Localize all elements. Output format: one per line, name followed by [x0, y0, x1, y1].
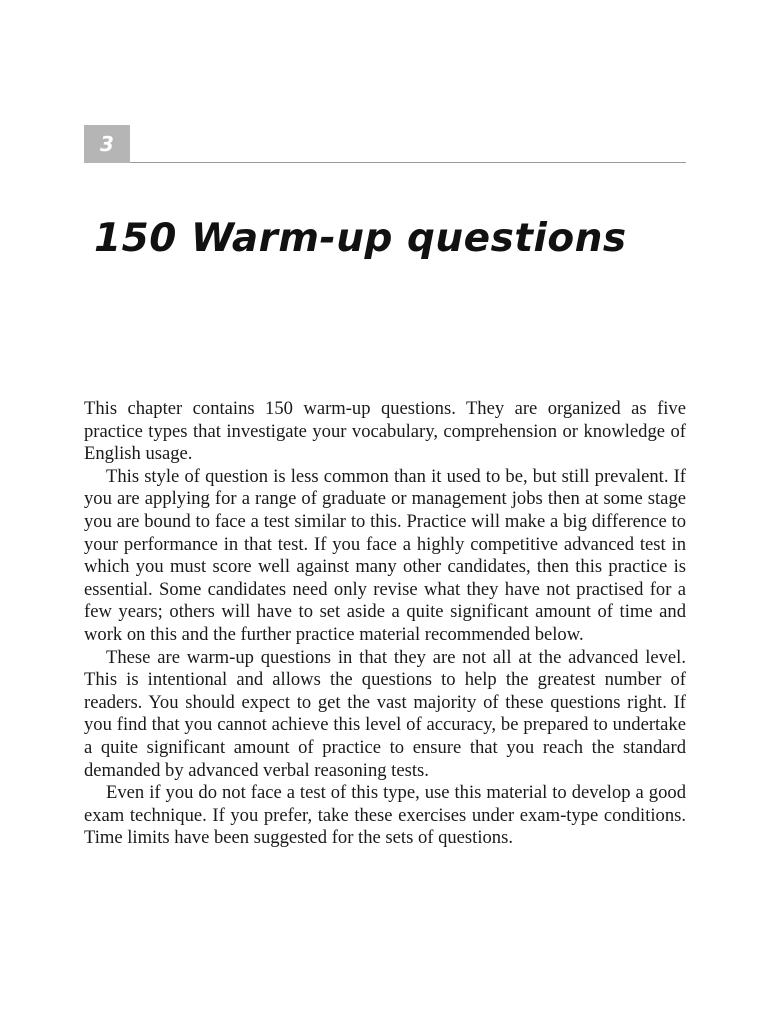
chapter-rule: [130, 162, 686, 163]
chapter-number-box: [84, 125, 130, 163]
chapter-body: [84, 398, 686, 850]
paragraph-2: This style of question is less common than it used to be, but still prevalent. If you are applying for a range of graduate or management jobs then at some stage you are bound to face a test similar to this. Practice will make a big difference to your performance in that test. If you face a highly competitive advanced test in which you must score well against many other candidates, then this practice is essential. Some candidates need only revise what they have not practised for a few years; others will have to set aside a quite significant amount of time and work on this and the further practice material recommended below.: [84, 465, 686, 645]
paragraph-4: Even if you do not face a test of this type, use this material to develop a good exam technique. If you prefer, take these exercises under exam-type conditions. Time limits have been suggested for the sets of questions.: [84, 782, 686, 849]
chapter-number: 3: [100, 132, 114, 156]
paragraph-3: These are warm-up questions in that they are not all at the advanced level. This is intentional and allows the questions to help the greatest number of readers. You should expect to get the vast majority of these questions right. If you find that you cannot achieve this level of accuracy, be prepared to undertake a quite significant amount of practice to ensure that you reach the standard demanded by advanced verbal reasoning tests.: [84, 646, 686, 781]
chapter-title: 150 Warm-up questions: [94, 216, 627, 261]
paragraph-1: This chapter contains 150 warm-up questions. They are organized as five practice types that investigate your vocabulary, comprehension or knowledge of English usage.: [84, 398, 686, 465]
